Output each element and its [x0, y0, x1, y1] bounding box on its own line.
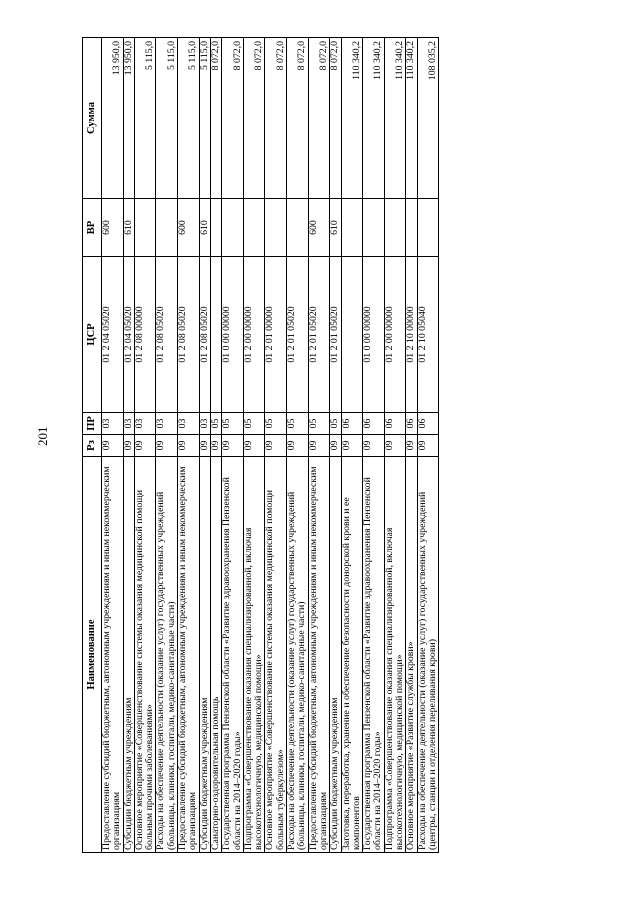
table-row — [199, 38, 210, 853]
cell-vr: 600 — [102, 199, 124, 257]
cell-pr: 03 — [199, 413, 210, 435]
cell-sum: 8 072,0 — [210, 38, 221, 199]
cell-sum: 8 072,0 — [308, 38, 330, 199]
cell-pr: 03 — [102, 413, 124, 435]
budget-table — [82, 37, 439, 853]
cell-pr: 03 — [123, 413, 134, 435]
cell-rz: 09 — [102, 435, 124, 457]
table-row — [178, 38, 200, 853]
cell-name: Расходы на обеспечение деятельности (оказание услуг) государственных учреждений (центры, станции и отделения переливания крови) — [417, 457, 439, 853]
cell-rz: 09 — [210, 435, 221, 457]
cell-rz: 09 — [363, 435, 385, 457]
cell-name: Субсидии бюджетным учреждениям — [330, 457, 341, 853]
cell-rz: 09 — [222, 435, 244, 457]
cell-pr: 05 — [330, 413, 341, 435]
cell-name: Расходы на обеспечение деятельности (оказание услуг) государственных учреждений (больницы, клиники, госпитали, медико-санитарные части) — [156, 457, 178, 853]
cell-vr — [222, 199, 244, 257]
cell-csr: 01 0 00 00000 — [222, 257, 244, 413]
cell-pr: 06 — [363, 413, 385, 435]
cell-vr — [384, 199, 406, 257]
table-row — [210, 38, 221, 853]
table-row — [363, 38, 385, 853]
cell-vr — [417, 199, 439, 257]
cell-csr: 01 2 10 00000 — [406, 257, 417, 413]
cell-vr — [210, 199, 221, 257]
header-pr: ПР — [83, 413, 102, 435]
cell-vr: 610 — [330, 199, 341, 257]
cell-name: Санаторно-оздоровительная помощь — [210, 457, 221, 853]
cell-name: Предоставление субсидий бюджетным, автономным учреждениям и иным некоммерческим организациям — [102, 457, 124, 853]
cell-sum: 5 115,0 — [199, 38, 210, 199]
cell-pr: 06 — [384, 413, 406, 435]
cell-sum: 13 950,0 — [123, 38, 134, 199]
table-row — [102, 38, 124, 853]
cell-rz: 09 — [178, 435, 200, 457]
cell-vr — [406, 199, 417, 257]
cell-rz: 09 — [123, 435, 134, 457]
cell-sum: 110 340,2 — [406, 38, 417, 199]
cell-name: Заготовка, переработка, хранение и обеспечение безопасности донорской крови и ее компонентов — [341, 457, 363, 853]
cell-rz: 09 — [134, 435, 156, 457]
cell-pr: 05 — [265, 413, 287, 435]
cell-vr — [134, 199, 156, 257]
table-row — [265, 38, 287, 853]
cell-csr — [341, 257, 363, 413]
table-header-row — [83, 38, 102, 853]
cell-vr: 610 — [199, 199, 210, 257]
cell-csr: 01 2 08 05020 — [156, 257, 178, 413]
cell-csr: 01 2 10 05040 — [417, 257, 439, 413]
cell-pr: 06 — [417, 413, 439, 435]
cell-sum: 5 115,0 — [178, 38, 200, 199]
cell-sum: 8 072,0 — [287, 38, 309, 199]
table-body — [102, 38, 439, 853]
cell-sum: 110 340,2 — [363, 38, 385, 199]
page-number: 201 — [35, 426, 50, 446]
cell-csr: 01 2 08 00000 — [134, 257, 156, 413]
cell-csr: 01 2 08 05020 — [178, 257, 200, 413]
cell-pr: 05 — [210, 413, 221, 435]
cell-sum: 8 072,0 — [265, 38, 287, 199]
cell-vr: 600 — [308, 199, 330, 257]
cell-rz: 09 — [384, 435, 406, 457]
cell-rz: 09 — [265, 435, 287, 457]
cell-rz: 09 — [417, 435, 439, 457]
table-row — [243, 38, 265, 853]
cell-sum: 5 115,0 — [156, 38, 178, 199]
cell-csr: 01 2 04 05020 — [123, 257, 134, 413]
cell-csr: 01 2 00 00000 — [384, 257, 406, 413]
cell-name: Расходы на обеспечение деятельности (оказание услуг) государственных учреждений (больницы, клиники, госпитали, медико-санитарные части) — [287, 457, 309, 853]
table-row — [308, 38, 330, 853]
cell-vr: 600 — [178, 199, 200, 257]
cell-pr: 05 — [287, 413, 309, 435]
cell-name: Предоставление субсидий бюджетным, автономным учреждениям и иным некоммерческим организациям — [178, 457, 200, 853]
header-rz: Рз — [83, 435, 102, 457]
cell-sum: 110 340,2 — [341, 38, 363, 199]
budget-table-container — [82, 38, 562, 853]
cell-pr: 03 — [156, 413, 178, 435]
cell-sum: 5 115,0 — [134, 38, 156, 199]
cell-rz: 09 — [199, 435, 210, 457]
table-row — [134, 38, 156, 853]
cell-name: Подпрограмма «Совершенствование оказания специализированной, включая высокотехнологичную, медицинской помощи» — [243, 457, 265, 853]
cell-csr: 01 2 01 00000 — [265, 257, 287, 413]
cell-rz: 09 — [287, 435, 309, 457]
cell-pr: 05 — [308, 413, 330, 435]
cell-name: Основное мероприятие «Совершенствование системы оказания медицинской помощи больным туберкулезом» — [265, 457, 287, 853]
table-row — [222, 38, 244, 853]
cell-rz: 09 — [341, 435, 363, 457]
cell-sum: 13 950,0 — [102, 38, 124, 199]
cell-name: Субсидии бюджетным учреждениям — [123, 457, 134, 853]
table-row — [330, 38, 341, 853]
cell-name: Предоставление субсидий бюджетным, автономным учреждениям и иным некоммерческим организациям — [308, 457, 330, 853]
header-vr: ВР — [83, 199, 102, 257]
table-row — [123, 38, 134, 853]
cell-csr: 01 2 00 00000 — [243, 257, 265, 413]
cell-rz: 09 — [308, 435, 330, 457]
cell-name: Основное мероприятие «Развитие службы крови» — [406, 457, 417, 853]
cell-rz: 09 — [330, 435, 341, 457]
cell-rz: 09 — [156, 435, 178, 457]
cell-pr: 06 — [406, 413, 417, 435]
header-name: Наименование — [83, 457, 102, 853]
cell-csr — [210, 257, 221, 413]
cell-vr — [265, 199, 287, 257]
cell-name: Субсидии бюджетным учреждениям — [199, 457, 210, 853]
cell-name: Основное мероприятие «Совершенствование системы оказания медицинской помощи больным прочими заболеваниями» — [134, 457, 156, 853]
cell-pr: 03 — [134, 413, 156, 435]
cell-csr: 01 2 01 05020 — [330, 257, 341, 413]
table-row — [417, 38, 439, 853]
cell-name: Государственная программа Пензенской области «Развитие здравоохранения Пензенской области на 2014–2020 годы» — [222, 457, 244, 853]
cell-vr — [363, 199, 385, 257]
cell-sum: 110 340,2 — [384, 38, 406, 199]
header-csr: ЦСР — [83, 257, 102, 413]
cell-pr: 05 — [222, 413, 244, 435]
table-row — [384, 38, 406, 853]
cell-name: Государственная программа Пензенской области «Развитие здравоохранения Пензенской области на 2014–2020 годы» — [363, 457, 385, 853]
header-sum: Сумма — [83, 38, 102, 199]
cell-sum: 8 072,0 — [330, 38, 341, 199]
cell-pr: 05 — [243, 413, 265, 435]
cell-csr: 01 0 00 00000 — [363, 257, 385, 413]
table-row — [341, 38, 363, 853]
cell-sum: 108 035,2 — [417, 38, 439, 199]
table-row — [156, 38, 178, 853]
cell-csr: 01 2 01 05020 — [287, 257, 309, 413]
cell-rz: 09 — [243, 435, 265, 457]
cell-rz: 09 — [406, 435, 417, 457]
cell-vr: 610 — [123, 199, 134, 257]
cell-pr: 06 — [341, 413, 363, 435]
cell-vr — [341, 199, 363, 257]
table-row — [287, 38, 309, 853]
cell-vr — [243, 199, 265, 257]
cell-vr — [156, 199, 178, 257]
cell-name: Подпрограмма «Совершенствование оказания специализированной, включая высокотехнологичную, медицинской помощи» — [384, 457, 406, 853]
cell-csr: 01 2 04 05020 — [102, 257, 124, 413]
cell-sum: 8 072,0 — [222, 38, 244, 199]
cell-sum: 8 072,0 — [243, 38, 265, 199]
cell-vr — [287, 199, 309, 257]
cell-pr: 03 — [178, 413, 200, 435]
cell-csr: 01 2 01 05020 — [308, 257, 330, 413]
table-row — [406, 38, 417, 853]
cell-csr: 01 2 08 05020 — [199, 257, 210, 413]
